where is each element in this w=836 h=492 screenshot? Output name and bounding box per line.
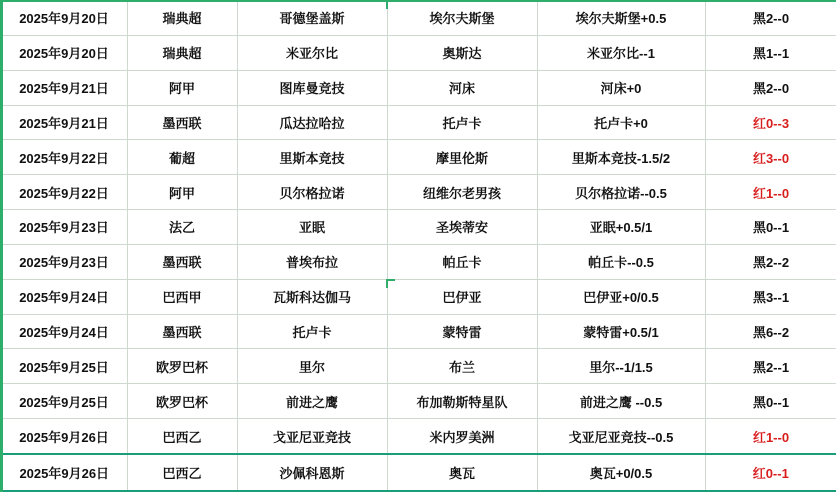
cell-handicap: 里尔--1/1.5 — [537, 349, 705, 384]
cell-home-team: 普埃布拉 — [237, 244, 387, 279]
cell-handicap: 前进之鹰 --0.5 — [537, 384, 705, 419]
cell-away-team: 帕丘卡 — [387, 244, 537, 279]
table-row — [1, 279, 836, 314]
cell-date: 2025年9月20日 — [1, 1, 127, 36]
cell-score: 黑0--1 — [705, 210, 836, 245]
table-body — [1, 1, 836, 492]
cell-league: 巴西乙 — [127, 454, 237, 491]
cell-league: 瑞典超 — [127, 1, 237, 36]
cell-score: 红3--0 — [705, 140, 836, 175]
cell-handicap: 埃尔夫斯堡+0.5 — [537, 1, 705, 36]
table-row — [1, 1, 836, 36]
cell-score: 红0--1 — [705, 454, 836, 491]
cell-date: 2025年9月25日 — [1, 349, 127, 384]
table-row — [1, 349, 836, 384]
left-green-edge — [0, 0, 3, 492]
cell-home-team: 瓦斯科达伽马 — [237, 279, 387, 314]
cell-date: 2025年9月26日 — [1, 454, 127, 491]
cell-league: 法乙 — [127, 210, 237, 245]
cell-date: 2025年9月23日 — [1, 210, 127, 245]
cell-date: 2025年9月26日 — [1, 419, 127, 455]
cell-league: 瑞典超 — [127, 35, 237, 70]
cell-handicap: 贝尔格拉诺--0.5 — [537, 175, 705, 210]
cell-home-team: 贝尔格拉诺 — [237, 175, 387, 210]
cell-away-team: 布兰 — [387, 349, 537, 384]
cell-date: 2025年9月24日 — [1, 314, 127, 349]
cell-date: 2025年9月20日 — [1, 35, 127, 70]
cell-date: 2025年9月22日 — [1, 140, 127, 175]
cell-handicap: 托卢卡+0 — [537, 105, 705, 140]
cell-league: 巴西乙 — [127, 419, 237, 455]
cell-away-team: 奥斯达 — [387, 35, 537, 70]
cell-score: 黑1--1 — [705, 35, 836, 70]
cell-date: 2025年9月24日 — [1, 279, 127, 314]
table-row — [1, 384, 836, 419]
cell-away-team: 巴伊亚 — [387, 279, 537, 314]
table-row — [1, 35, 836, 70]
cell-away-team: 摩里伦斯 — [387, 140, 537, 175]
cell-away-team: 布加勒斯特星队 — [387, 384, 537, 419]
cell-score: 黑2--0 — [705, 1, 836, 36]
cell-home-team: 沙佩科恩斯 — [237, 454, 387, 491]
cell-league: 墨西联 — [127, 105, 237, 140]
cell-home-team: 瓜达拉哈拉 — [237, 105, 387, 140]
corner-tick-icon — [386, 0, 395, 9]
table-row — [1, 454, 836, 491]
cell-away-team: 埃尔夫斯堡 — [387, 1, 537, 36]
cell-away-team: 托卢卡 — [387, 105, 537, 140]
cell-home-team: 里尔 — [237, 349, 387, 384]
cell-away-team: 奥瓦 — [387, 454, 537, 491]
cell-league: 阿甲 — [127, 70, 237, 105]
cell-away-team: 圣埃蒂安 — [387, 210, 537, 245]
cell-home-team: 戈亚尼亚竞技 — [237, 419, 387, 455]
top-green-edge — [0, 0, 836, 2]
cell-handicap: 米亚尔比--1 — [537, 35, 705, 70]
table-row — [1, 244, 836, 279]
cell-date: 2025年9月25日 — [1, 384, 127, 419]
cell-away-team: 河床 — [387, 70, 537, 105]
table-row — [1, 175, 836, 210]
cell-away-team: 纽维尔老男孩 — [387, 175, 537, 210]
cell-score: 黑2--2 — [705, 244, 836, 279]
cell-handicap: 戈亚尼亚竞技--0.5 — [537, 419, 705, 455]
cell-home-team: 托卢卡 — [237, 314, 387, 349]
corner-tick-icon — [386, 279, 395, 288]
cell-home-team: 图库曼竞技 — [237, 70, 387, 105]
cell-date: 2025年9月23日 — [1, 244, 127, 279]
cell-league: 欧罗巴杯 — [127, 384, 237, 419]
cell-handicap: 蒙特雷+0.5/1 — [537, 314, 705, 349]
cell-score: 黑2--1 — [705, 349, 836, 384]
cell-score: 黑6--2 — [705, 314, 836, 349]
cell-score: 红1--0 — [705, 419, 836, 455]
cell-away-team: 蒙特雷 — [387, 314, 537, 349]
cell-handicap: 亚眠+0.5/1 — [537, 210, 705, 245]
cell-score: 红0--3 — [705, 105, 836, 140]
cell-score: 黑0--1 — [705, 384, 836, 419]
cell-home-team: 米亚尔比 — [237, 35, 387, 70]
cell-home-team: 里斯本竞技 — [237, 140, 387, 175]
cell-home-team: 亚眠 — [237, 210, 387, 245]
table-row — [1, 70, 836, 105]
table-row — [1, 210, 836, 245]
table-row — [1, 105, 836, 140]
cell-league: 欧罗巴杯 — [127, 349, 237, 384]
cell-home-team: 前进之鹰 — [237, 384, 387, 419]
cell-score: 黑2--0 — [705, 70, 836, 105]
cell-date: 2025年9月21日 — [1, 105, 127, 140]
cell-league: 墨西联 — [127, 314, 237, 349]
cell-league: 葡超 — [127, 140, 237, 175]
cell-league: 阿甲 — [127, 175, 237, 210]
cell-home-team: 哥德堡盖斯 — [237, 1, 387, 36]
cell-league: 墨西联 — [127, 244, 237, 279]
cell-date: 2025年9月22日 — [1, 175, 127, 210]
table-row — [1, 140, 836, 175]
cell-date: 2025年9月21日 — [1, 70, 127, 105]
table-row — [1, 419, 836, 455]
cell-handicap: 帕丘卡--0.5 — [537, 244, 705, 279]
cell-score: 红1--0 — [705, 175, 836, 210]
cell-league: 巴西甲 — [127, 279, 237, 314]
cell-away-team: 米内罗美洲 — [387, 419, 537, 455]
cell-score: 黑3--1 — [705, 279, 836, 314]
cell-handicap: 巴伊亚+0/0.5 — [537, 279, 705, 314]
cell-handicap: 奥瓦+0/0.5 — [537, 454, 705, 491]
cell-handicap: 河床+0 — [537, 70, 705, 105]
cell-handicap: 里斯本竞技-1.5/2 — [537, 140, 705, 175]
table-row — [1, 314, 836, 349]
